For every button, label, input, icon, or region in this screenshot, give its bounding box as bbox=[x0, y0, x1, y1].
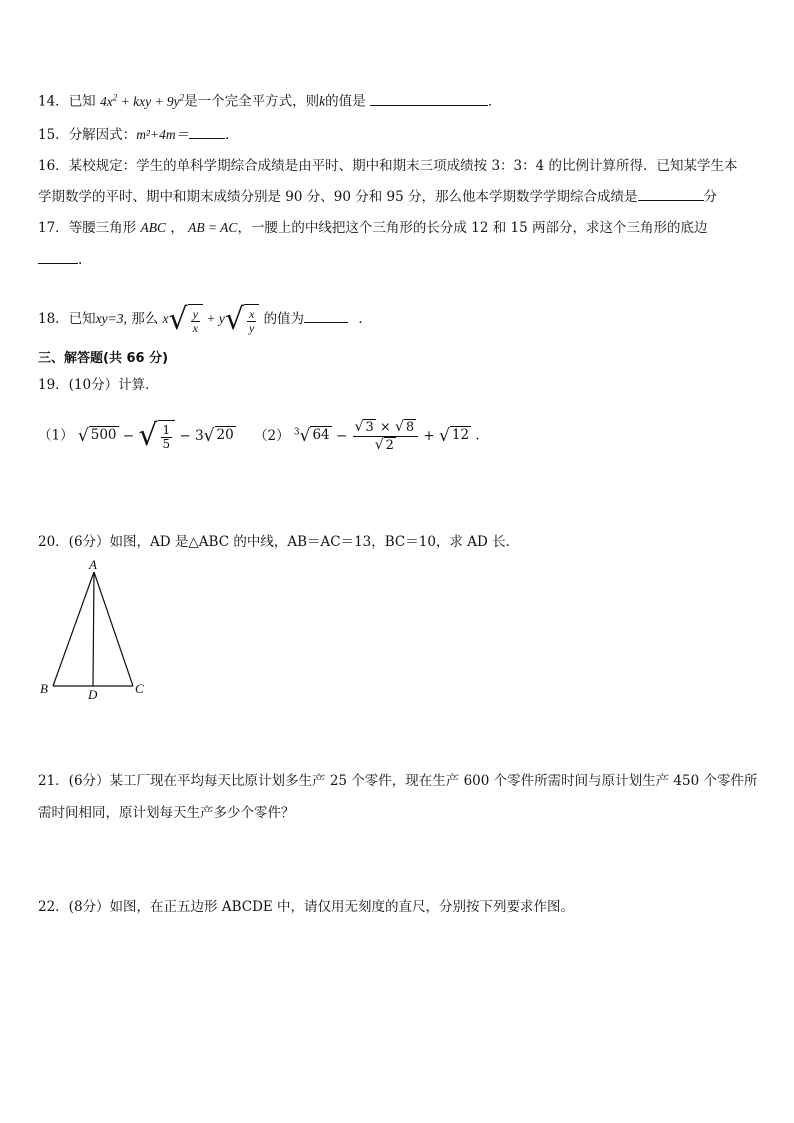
q18-condition: xy=3, bbox=[95, 311, 127, 326]
q14-k: k bbox=[319, 93, 326, 109]
label-c: C bbox=[135, 681, 144, 696]
q14-end: ． bbox=[487, 93, 502, 110]
median-ad bbox=[93, 572, 94, 686]
q16-answer-blank[interactable] bbox=[638, 187, 704, 201]
q19-part2-label: （2） bbox=[254, 427, 290, 444]
q16-unit: 分 bbox=[703, 189, 717, 205]
q15-expression: m²+4m＝ bbox=[136, 127, 190, 142]
triangle-figure bbox=[36, 556, 156, 704]
q15-number: 15． bbox=[38, 127, 69, 143]
q15-pre: 分解因式： bbox=[68, 127, 137, 143]
label-d: D bbox=[88, 687, 98, 702]
question-14 bbox=[38, 88, 501, 111]
q18-end: ． bbox=[358, 311, 372, 327]
q18-answer-blank[interactable] bbox=[304, 309, 348, 323]
question-20: 20．(6分）如图，AD 是△ABC 的中线，AB＝AC＝13，BC＝10，求 AD 长． bbox=[38, 534, 520, 550]
question-19-head: 19．(10分）计算． bbox=[38, 377, 159, 393]
label-b: B bbox=[40, 681, 48, 696]
q19-part1-label: （1） bbox=[38, 427, 74, 444]
q17-answer-line: . bbox=[38, 250, 82, 269]
question-15 bbox=[38, 125, 239, 144]
question-19-parts bbox=[38, 414, 489, 454]
question-16-line1: 16．某校规定：学生的单科学期综合成绩是由平时、期中和期末三项成绩按 3：3：4 的比例计算所得．已知某学生本 bbox=[38, 158, 738, 174]
q18-mid: 那么 bbox=[131, 311, 159, 327]
side-ab bbox=[53, 572, 94, 686]
q17-answer-blank[interactable] bbox=[38, 250, 78, 264]
q15-end: ． bbox=[225, 127, 239, 143]
side-ac bbox=[94, 572, 133, 686]
label-a: A bbox=[89, 557, 97, 572]
q14-answer-blank[interactable] bbox=[370, 92, 488, 106]
q14-number: 14． bbox=[38, 93, 69, 110]
q18-number: 18． bbox=[38, 311, 69, 327]
q17-triangle: ABC bbox=[140, 220, 166, 235]
q16-text: 学期数学的平时、期中和期末成绩分别是 90 分、90 分和 95 分，那么他本学期数学学期综合成绩是 bbox=[38, 189, 638, 205]
q14-pre: 已知 bbox=[68, 93, 96, 110]
q18-pre: 已知 bbox=[68, 311, 96, 327]
q19-end: ． bbox=[475, 427, 489, 444]
q17-pre: 等腰三角形 bbox=[68, 220, 137, 236]
q19-part2-expression: $^3$ √ 64 − √ 3 × √ 8 √ 2 + √ 12 bbox=[293, 418, 470, 453]
q17-number: 17． bbox=[38, 220, 69, 236]
q18-expression: x √ $\frac{y}{x}$ + y √ $\frac{x}{y}$ bbox=[163, 311, 260, 326]
q15-answer-blank[interactable] bbox=[189, 125, 225, 139]
section-3-heading: 三、解答题(共 66 分) bbox=[38, 351, 169, 366]
q17-equality: AB = AC bbox=[188, 220, 238, 235]
q14-post: 的值是 bbox=[325, 93, 366, 110]
q18-post: 的值为 bbox=[263, 311, 305, 327]
question-22: 22．(8分）如图，在正五边形 ABCDE 中，请仅用无刻度的直尺，分别按下列要求作图。 bbox=[38, 899, 575, 915]
question-21-line1: 21．(6分）某工厂现在平均每天比原计划多生产 25 个零件，现在生产 600 个零件所需时间与原计划生产 450 个零件所 bbox=[38, 773, 758, 789]
question-18 bbox=[38, 300, 372, 338]
q17-post: ，一腰上的中线把这个三角形的长分成 12 和 15 两部分，求这个三角形的底边 bbox=[237, 220, 708, 236]
q19-part1-expression: √ 500 − √ $\frac{1}{5}$ − 3 √ 20 bbox=[77, 418, 234, 453]
q14-expression: $4x^2$ + kxy + $9y^2$ bbox=[99, 92, 185, 109]
q17-sep: ， bbox=[170, 220, 184, 236]
question-21-line2: 需时间相同，原计划每天生产多少个零件？ bbox=[38, 805, 295, 821]
q14-mid: 是一个完全平方式，则 bbox=[184, 93, 320, 110]
question-17 bbox=[38, 219, 707, 237]
question-16-line2 bbox=[38, 187, 717, 206]
